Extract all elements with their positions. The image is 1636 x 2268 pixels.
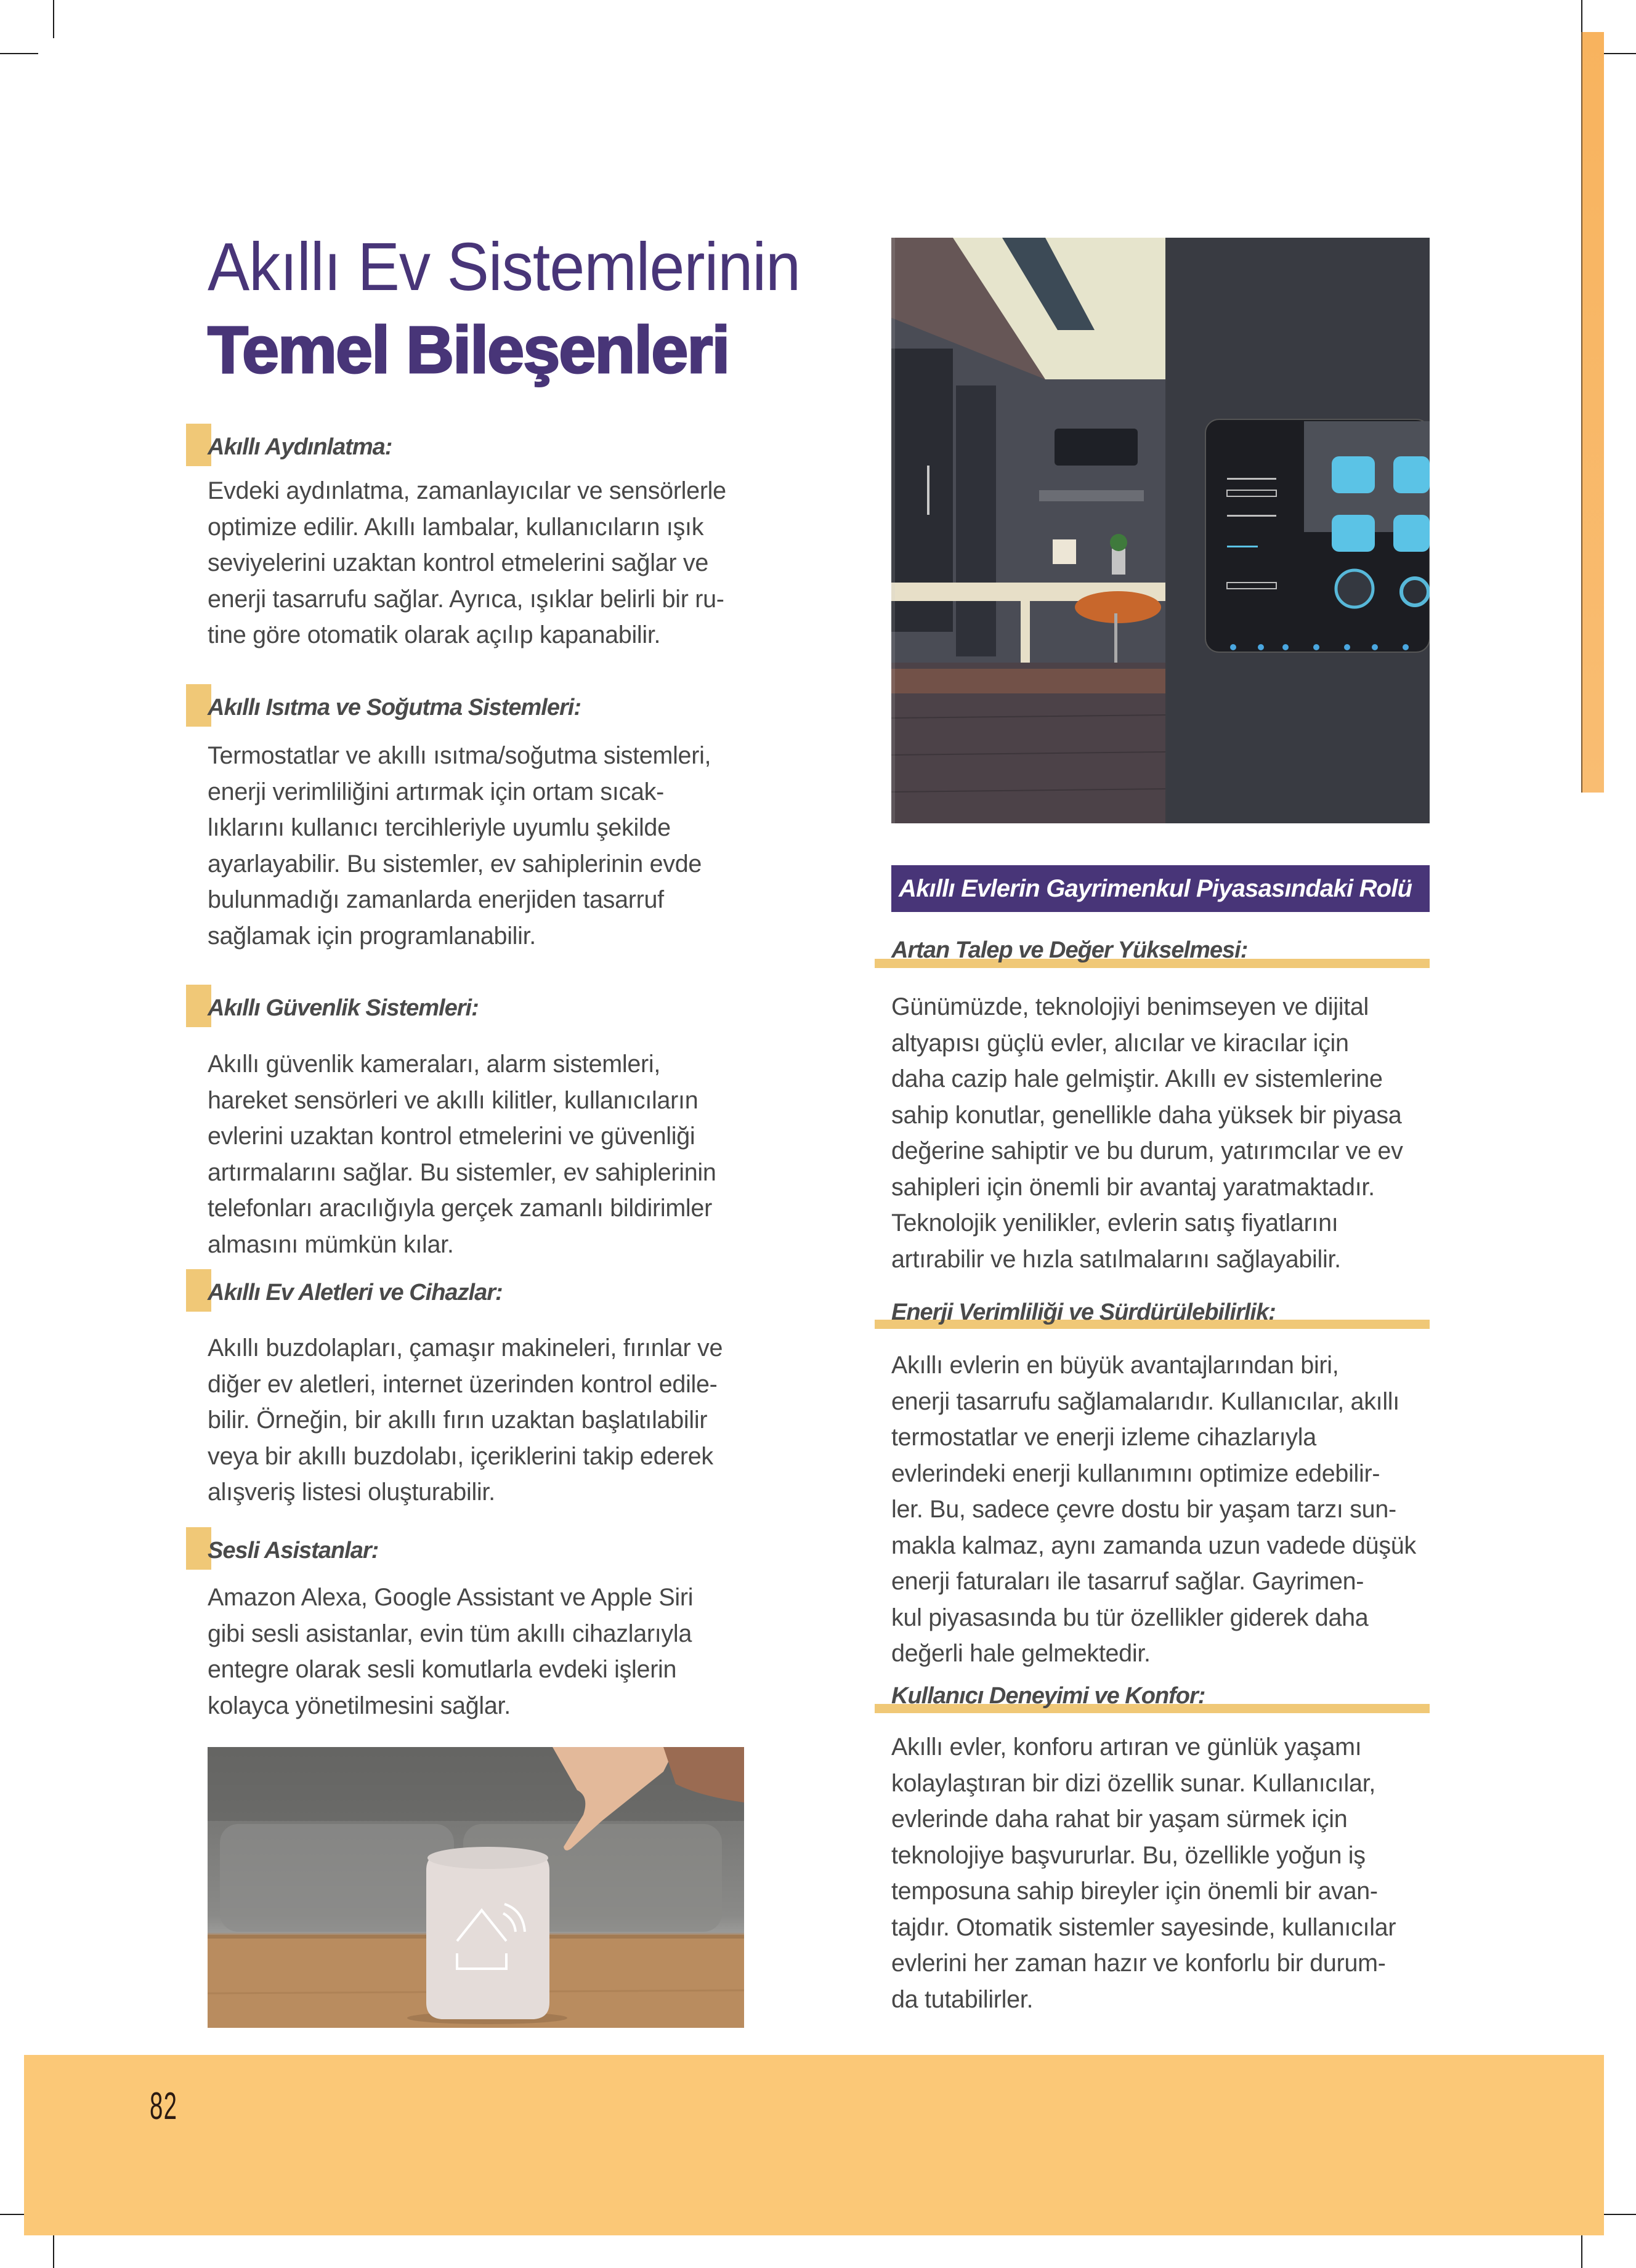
text-line: enerji tasarrufu sağlar. Ayrıca, ışıklar belirli bir ru- <box>208 585 724 613</box>
text-line: entegre olarak sesli komutlarla evdeki işlerin <box>208 1656 677 1683</box>
page-title-line2: Temel Bileşenleri <box>208 312 729 387</box>
text-line: seviyelerini uzaktan kontrol etmelerini sağlar ve <box>208 549 708 576</box>
text-line: Günümüzde, teknolojiyi benimseyen ve dijital <box>891 993 1369 1020</box>
text-line: ler. Bu, sadece çevre dostu bir yaşam tarzı sun- <box>891 1496 1396 1523</box>
text-line: Evdeki aydınlatma, zamanlayıcılar ve sensörlerle <box>208 477 726 504</box>
text-line: veya bir akıllı buzdolabı, içeriklerini takip ederek <box>208 1442 713 1470</box>
text-line: enerji faturaları ile tasarruf sağlar. Gayrimen- <box>891 1568 1364 1595</box>
text-line: alışveriş listesi oluşturabilir. <box>208 1479 495 1506</box>
footer-band <box>24 2055 1604 2235</box>
interior-illustration <box>891 238 1430 823</box>
section-body <box>891 989 1430 1277</box>
text-line: optimize edilir. Akıllı lambalar, kullanıcıların ışık <box>208 513 704 541</box>
text-line: daha cazip hale gelmiştir. Akıllı ev sistemlerine <box>891 1065 1383 1092</box>
text-line: tajdır. Otomatik sistemler sayesinde, kullanıcılar <box>891 1913 1396 1941</box>
text-line: teknolojiye başvururlar. Bu, özellikle yoğun iş <box>891 1841 1366 1869</box>
text-line: artırabilir ve hızla satılmalarını sağlayabilir. <box>891 1245 1341 1273</box>
text-line: evlerini uzaktan kontrol etmelerini ve güvenliği <box>208 1123 695 1150</box>
text-line: Termostatlar ve akıllı ısıtma/soğutma sistemleri, <box>208 742 711 769</box>
section-body <box>208 473 745 653</box>
text-line: enerji verimliliğini artırmak için ortam sıcak- <box>208 778 664 805</box>
text-line: diğer ev aletleri, internet üzerinden kontrol edile- <box>208 1370 718 1398</box>
section-body <box>208 1330 745 1511</box>
text-line: Akıllı güvenlik kameraları, alarm sistemleri, <box>208 1051 661 1078</box>
side-accent-bar <box>1581 32 1604 793</box>
section-heading: Artan Talep ve Değer Yükselmesi: <box>891 937 1248 963</box>
text-line: tine göre otomatik olarak açılıp kapanabilir. <box>208 621 661 648</box>
text-line: kul piyasasında bu tür özellikler giderek daha <box>891 1604 1369 1631</box>
text-line: evlerini her zaman hazır ve konforlu bir durum- <box>891 1950 1386 1977</box>
section-heading: Akıllı Ev Aletleri ve Cihazlar: <box>208 1280 503 1306</box>
section-heading: Enerji Verimliliği ve Sürdürülebilirlik: <box>891 1299 1276 1325</box>
section-body <box>208 1580 745 1724</box>
text-line: almasını mümkün kılar. <box>208 1230 454 1258</box>
section-heading: Kullanıcı Deneyimi ve Konfor: <box>891 1683 1205 1709</box>
smart-speaker-photo <box>208 1747 744 2028</box>
text-line: Akıllı evler, konforu artıran ve günlük yaşamı <box>891 1733 1362 1761</box>
text-line: Akıllı evlerin en büyük avantajlarından biri, <box>891 1352 1339 1379</box>
section-body <box>891 1729 1430 2017</box>
text-line: değerine sahiptir ve bu durum, yatırımcılar ve ev <box>891 1137 1403 1164</box>
crop-mark <box>53 2230 54 2268</box>
text-line: evlerindeki enerji kullanımını optimize edebilir- <box>891 1459 1380 1487</box>
text-line: temposuna sahip bireyler için önemli bir avan- <box>891 1878 1378 1905</box>
text-line: sağlamak için programlanabilir. <box>208 922 536 950</box>
crop-mark <box>0 53 38 54</box>
text-line: enerji tasarrufu sağlamalarıdır. Kullanıcılar, akıllı <box>891 1387 1399 1415</box>
text-line: sahipleri için önemli bir avantaj yaratmaktadır. <box>891 1173 1375 1201</box>
crop-mark <box>53 0 54 38</box>
section-banner: Akıllı Evlerin Gayrimenkul Piyasasındaki Rolü <box>891 865 1430 912</box>
text-line: lıklarını kullanıcı tercihleriyle uyumlu şekilde <box>208 814 671 841</box>
text-line: makla kalmaz, aynı zamanda uzun vadede düşük <box>891 1532 1416 1559</box>
text-line: telefonları aracılığıyla gerçek zamanlı bildirimler <box>208 1195 712 1222</box>
text-line: artırmalarını sağlar. Bu sistemler, ev sahiplerinin <box>208 1158 716 1186</box>
page-title-line1: Akıllı Ev Sistemlerinin <box>208 229 801 305</box>
text-line: da tutabilirler. <box>891 1985 1034 2013</box>
page-number: 82 <box>150 2085 178 2128</box>
text-line: bilir. Örneğin, bir akıllı fırın uzaktan başlatılabilir <box>208 1406 708 1434</box>
speaker-illustration <box>208 1747 744 2028</box>
text-line: değerli hale gelmektedir. <box>891 1640 1151 1667</box>
text-line: altyapısı güçlü evler, alıcılar ve kiracılar için <box>891 1029 1349 1057</box>
section-body <box>891 1347 1430 1672</box>
section-heading: Sesli Asistanlar: <box>208 1538 379 1564</box>
text-line: gibi sesli asistanlar, evin tüm akıllı cihazlarıyla <box>208 1620 692 1647</box>
text-line: ayarlayabilir. Bu sistemler, ev sahiplerinin evde <box>208 850 702 878</box>
section-heading: Akıllı Aydınlatma: <box>208 434 392 460</box>
text-line: kolayca yönetilmesini sağlar. <box>208 1692 511 1719</box>
section-body <box>208 738 745 954</box>
text-line: Akıllı buzdolapları, çamaşır makineleri, fırınlar ve <box>208 1334 723 1362</box>
section-heading: Akıllı Isıtma ve Soğutma Sistemleri: <box>208 695 581 720</box>
text-line: hareket sensörleri ve akıllı kilitler, kullanıcıların <box>208 1086 699 1114</box>
text-line: evlerinde daha rahat bir yaşam sürmek için <box>891 1806 1348 1833</box>
text-line: sahip konutlar, genellikle daha yüksek bir piyasa <box>891 1101 1402 1129</box>
smart-home-interior-photo <box>891 238 1430 823</box>
section-heading: Akıllı Güvenlik Sistemleri: <box>208 995 479 1021</box>
section-body <box>208 1046 745 1262</box>
text-line: kolaylaştıran bir dizi özellik sunar. Kullanıcılar, <box>891 1769 1376 1797</box>
crop-mark <box>1581 2230 1582 2268</box>
text-line: bulunmadığı zamanlarda enerjiden tasarruf <box>208 886 664 913</box>
text-line: Teknolojik yenilikler, evlerin satış fiyatlarını <box>891 1209 1338 1237</box>
text-line: Amazon Alexa, Google Assistant ve Apple Siri <box>208 1584 694 1611</box>
text-line: termostatlar ve enerji izleme cihazlarıyla <box>891 1424 1316 1451</box>
